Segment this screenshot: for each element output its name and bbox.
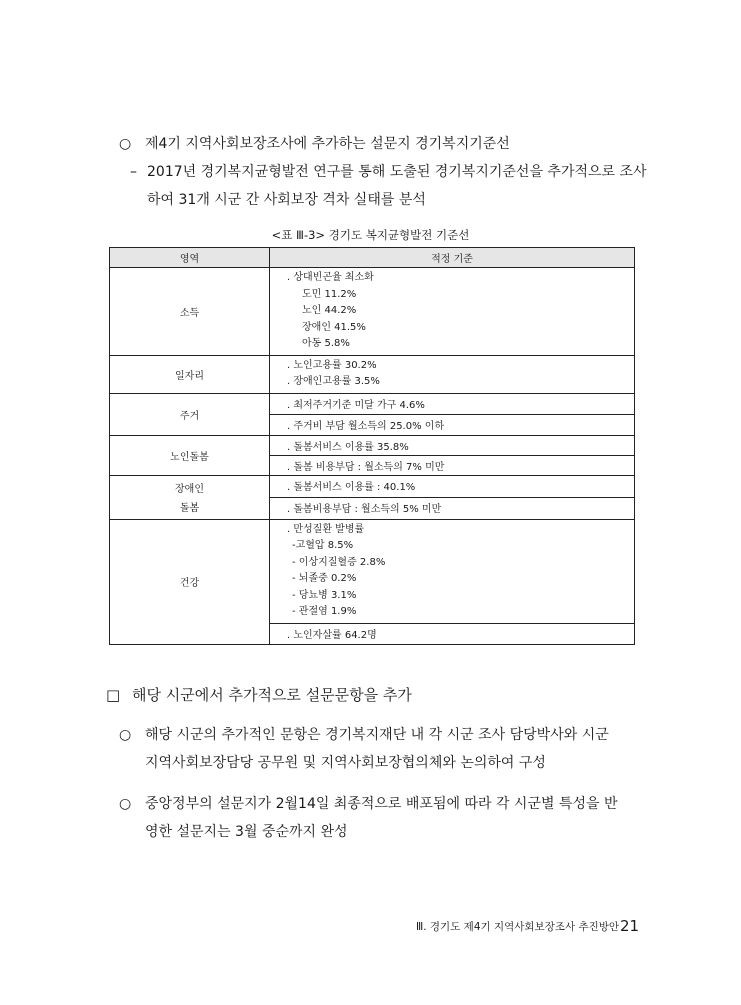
section-heading-text: 해당 시군에서 추가적으로 설문문항을 추가 <box>132 686 412 704</box>
page-number: 21 <box>620 917 640 935</box>
circle-bullet-icon: ○ <box>119 136 132 152</box>
welfare-baseline-table <box>109 247 635 645</box>
criteria-line: 아동 5.8% <box>302 338 350 349</box>
circle-bullet-icon: ○ <box>119 796 132 812</box>
table-row <box>110 435 635 455</box>
area-housing: 주거 <box>110 393 270 435</box>
header-area: 영역 <box>110 248 270 268</box>
criteria-line: . 노인고용률 30.2% <box>287 359 377 371</box>
table-header-row <box>110 248 635 268</box>
criteria-housing-1: . 최저주거기준 미달 가구 4.6% <box>270 393 635 414</box>
table-row <box>110 355 635 393</box>
table-row <box>110 268 635 356</box>
table-caption: <표 Ⅲ-3> 경기도 복지균형발전 기준선 <box>271 228 470 242</box>
intro-bullet <box>119 133 510 153</box>
section-heading <box>106 684 412 705</box>
intro-dash-text-line1: 2017년 경기복지균형발전 연구를 통해 도출된 경기복지기준선을 추가적으로 조사 <box>147 164 647 180</box>
table-row <box>110 519 635 623</box>
criteria-income <box>270 268 635 356</box>
area-jobs: 일자리 <box>110 355 270 393</box>
table-row <box>110 393 635 414</box>
criteria-line: - 관절염 1.9% <box>292 606 357 617</box>
area-disabled-care <box>110 475 270 519</box>
circle-bullet-icon: ○ <box>119 727 132 743</box>
area-health: 건강 <box>110 519 270 644</box>
area-elder-care: 노인돌봄 <box>110 435 270 475</box>
criteria-health-1 <box>270 519 635 623</box>
area-disabled-label-line2: 돌봄 <box>179 503 200 514</box>
criteria-line: . 만성질환 발병률 <box>287 523 365 535</box>
criteria-line: 도민 11.2% <box>302 288 357 300</box>
section-bullet-2 <box>119 793 618 813</box>
criteria-line: . 상대빈곤율 최소화 <box>287 272 374 283</box>
criteria-line: 장애인 41.5% <box>302 321 366 333</box>
section-bullet-1-line2: 지역사회보장담당 공무원 및 지역사회보장협의체와 논의하여 구성 <box>145 755 546 771</box>
intro-bullet-text: 제4기 지역사회보장조사에 추가하는 설문지 경기복지기준선 <box>145 136 510 152</box>
intro-dash-item <box>130 161 647 181</box>
criteria-line: -고혈압 8.5% <box>292 540 354 551</box>
criteria-health-2: . 노인자살률 64.2명 <box>270 623 635 644</box>
intro-dash-text-line2: 하여 31개 시군 간 사회보장 격차 실태를 분석 <box>147 192 426 208</box>
square-bullet-icon: □ <box>106 686 121 704</box>
criteria-line: - 뇌졸중 0.2% <box>292 573 357 584</box>
criteria-line: 노인 44.2% <box>302 305 357 316</box>
criteria-line: - 이상지질혈증 2.8% <box>292 556 386 568</box>
criteria-elder-2: . 돌봄 비용부담 : 월소득의 7% 미만 <box>270 455 635 475</box>
table-row <box>110 475 635 497</box>
area-disabled-label-line1: 장애인 <box>175 484 204 495</box>
criteria-disabled-1: . 돌봄서비스 이용률 : 40.1% <box>270 475 635 497</box>
criteria-housing-2: . 주거비 부담 월소득의 25.0% 이하 <box>270 414 635 435</box>
criteria-jobs <box>270 355 635 393</box>
criteria-disabled-2: . 돌봄비용부담 : 월소득의 5% 미만 <box>270 497 635 519</box>
criteria-line: . 장애인고용률 3.5% <box>287 376 380 387</box>
criteria-line: - 당뇨병 3.1% <box>292 589 357 601</box>
section-bullet-2-line2: 영한 설문지는 3월 중순까지 완성 <box>145 824 348 840</box>
criteria-elder-1: . 돌봄서비스 이용률 35.8% <box>270 435 635 455</box>
area-income: 소득 <box>110 268 270 356</box>
header-criteria: 적정 기준 <box>270 248 635 268</box>
section-bullet-2-line1: 중앙정부의 설문지가 2월14일 최종적으로 배포됨에 따라 각 시군별 특성을 반 <box>145 796 618 812</box>
running-footer: Ⅲ. 경기도 제4기 지역사회보장조사 추진방안 <box>416 921 620 933</box>
section-bullet-1 <box>119 724 609 744</box>
dash-bullet-icon: – <box>130 164 137 180</box>
section-bullet-1-line1: 해당 시군의 추가적인 문항은 경기복지재단 내 각 시군 조사 담당박사와 시군 <box>145 727 609 743</box>
